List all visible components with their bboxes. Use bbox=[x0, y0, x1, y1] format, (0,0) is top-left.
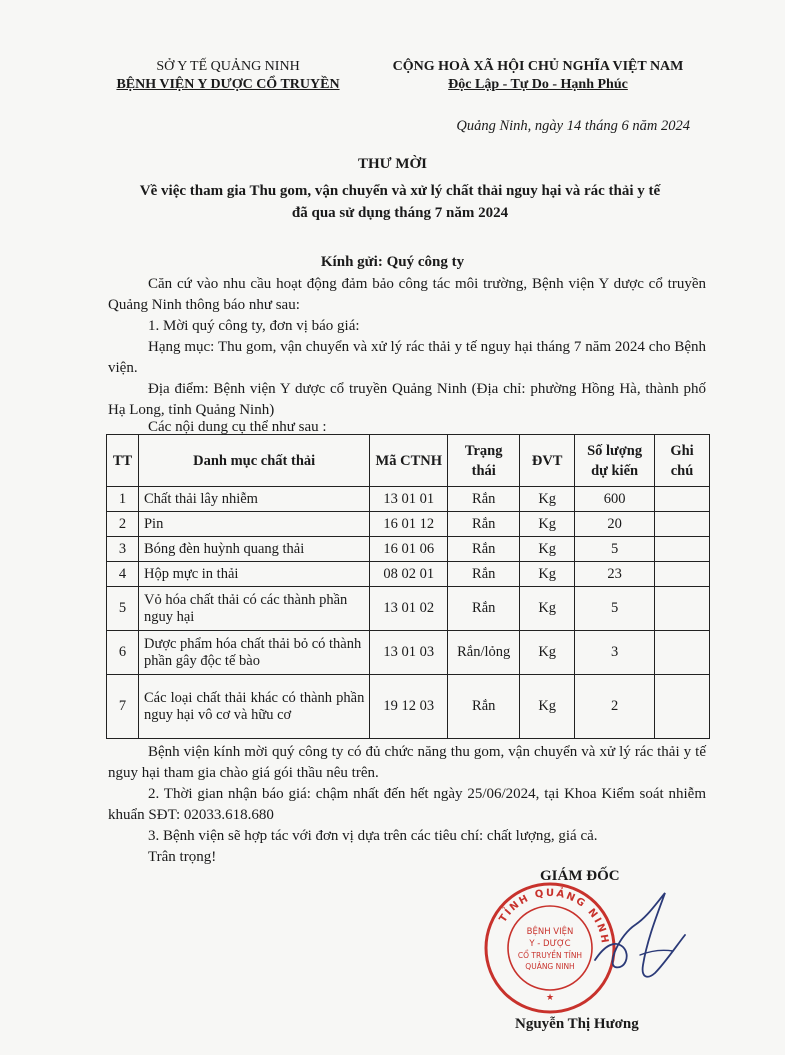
greeting: Kính gửi: Quý công ty bbox=[320, 254, 465, 270]
cell-note bbox=[655, 487, 710, 512]
cell-tt: 2 bbox=[107, 512, 139, 537]
cell-quantity: 5 bbox=[575, 537, 655, 562]
table-row bbox=[107, 631, 710, 675]
cell-category: Pin bbox=[138, 512, 369, 537]
cell-code: 19 12 03 bbox=[370, 675, 448, 739]
cell-unit: Kg bbox=[520, 587, 575, 631]
closing-paragraph-2: 2. Thời gian nhận báo giá: chậm nhất đến hết ngày 25/06/2024, tại Khoa Kiểm soát nhiễm khuẩn SĐT: 02033.618.680 bbox=[108, 786, 706, 823]
cell-state: Rắn bbox=[448, 537, 520, 562]
stamp-line-3: CỔ TRUYỀN TỈNH bbox=[517, 951, 583, 960]
cell-tt: 4 bbox=[107, 562, 139, 587]
cell-tt: 3 bbox=[107, 537, 139, 562]
cell-note bbox=[655, 562, 710, 587]
cell-note bbox=[655, 675, 710, 739]
subject-line-2: đã qua sử dụng tháng 7 năm 2024 bbox=[291, 205, 509, 221]
cell-quantity: 23 bbox=[575, 562, 655, 587]
cell-state: Rắn bbox=[448, 675, 520, 739]
body-paragraph-3: Hạng mục: Thu gom, vận chuyển và xử lý rác thải y tế nguy hại tháng 7 năm 2024 cho Bệnh viện. bbox=[108, 339, 706, 376]
stamp-line-2: Y - DƯỢC bbox=[529, 939, 571, 949]
cell-unit: Kg bbox=[520, 562, 575, 587]
cell-category: Vỏ hóa chất thải có các thành phần nguy hại bbox=[138, 587, 369, 631]
national-header bbox=[378, 58, 698, 94]
department-name: SỞ Y TẾ QUẢNG NINH bbox=[156, 59, 300, 74]
closing-regards: Trân trọng! bbox=[148, 849, 217, 865]
document-subject bbox=[100, 180, 700, 224]
cell-category: Chất thải lây nhiễm bbox=[138, 487, 369, 512]
motto: Độc Lập - Tự Do - Hạnh Phúc bbox=[448, 77, 628, 92]
subject-line-1: Về việc tham gia Thu gom, vận chuyển và xử lý chất thải nguy hại và rác thải y tế bbox=[139, 183, 661, 199]
cell-unit: Kg bbox=[520, 512, 575, 537]
cell-code: 13 01 03 bbox=[370, 631, 448, 675]
table-row bbox=[107, 587, 710, 631]
cell-quantity: 2 bbox=[575, 675, 655, 739]
stamp-ring-text: TỈNH QUẢNG NINH bbox=[497, 887, 611, 946]
country-name: CỘNG HOÀ XÃ HỘI CHỦ NGHĨA VIỆT NAM bbox=[392, 59, 684, 74]
cell-category: Hộp mực in thải bbox=[138, 562, 369, 587]
cell-tt: 5 bbox=[107, 587, 139, 631]
cell-state: Rắn bbox=[448, 512, 520, 537]
cell-state: Rắn bbox=[448, 587, 520, 631]
cell-code: 13 01 02 bbox=[370, 587, 448, 631]
column-header-category: Danh mục chất thải bbox=[138, 435, 369, 487]
cell-category: Dược phẩm hóa chất thải bỏ có thành phần gây độc tế bào bbox=[138, 631, 369, 675]
table-header-row bbox=[107, 435, 710, 487]
closing-paragraph-3: 3. Bệnh viện sẽ hợp tác với đơn vị dựa trên các tiêu chí: chất lượng, giá cả. bbox=[148, 828, 598, 844]
cell-note bbox=[655, 631, 710, 675]
column-header-quantity: Số lượng dự kiến bbox=[575, 435, 655, 487]
table-row bbox=[107, 562, 710, 587]
table-row bbox=[107, 537, 710, 562]
cell-state: Rắn/lỏng bbox=[448, 631, 520, 675]
cell-quantity: 5 bbox=[575, 587, 655, 631]
handwritten-signature bbox=[585, 885, 695, 995]
body-paragraph-5: Các nội dung cụ thể như sau : bbox=[148, 419, 327, 435]
closing-paragraph-1: Bệnh viện kính mời quý công ty có đủ chức năng thu gom, vận chuyển và xử lý rác thải y tế nguy hại tham gia chào giá gói thầu nêu trên. bbox=[108, 744, 706, 781]
column-header-state: Trạng thái bbox=[448, 435, 520, 487]
cell-unit: Kg bbox=[520, 537, 575, 562]
waste-table bbox=[106, 434, 710, 739]
column-header-unit: ĐVT bbox=[520, 435, 575, 487]
body-paragraph-4: Địa điểm: Bệnh viện Y dược cổ truyền Quảng Ninh (Địa chỉ: phường Hồng Hà, thành phố Hạ Long, tỉnh Quảng Ninh) bbox=[108, 381, 706, 418]
cell-note bbox=[655, 587, 710, 631]
cell-category: Bóng đèn huỳnh quang thải bbox=[138, 537, 369, 562]
stamp-line-1: BỆNH VIỆN bbox=[526, 927, 574, 937]
table-row bbox=[107, 487, 710, 512]
stamp-star-icon: ★ bbox=[545, 993, 555, 1003]
document-title: THƯ MỜI bbox=[357, 156, 428, 172]
body-paragraph-2: 1. Mời quý công ty, đơn vị báo giá: bbox=[148, 318, 360, 334]
cell-unit: Kg bbox=[520, 631, 575, 675]
cell-tt: 1 bbox=[107, 487, 139, 512]
body-paragraph-1: Căn cứ vào nhu cầu hoạt động đảm bảo công tác môi trường, Bệnh viện Y dược cổ truyền Quảng Ninh thông báo như sau: bbox=[108, 276, 706, 313]
agency-header bbox=[108, 58, 348, 94]
cell-quantity: 600 bbox=[575, 487, 655, 512]
cell-quantity: 3 bbox=[575, 631, 655, 675]
stamp-line-4: QUẢNG NINH bbox=[525, 962, 575, 971]
cell-code: 08 02 01 bbox=[370, 562, 448, 587]
signatory-title: GIÁM ĐỐC bbox=[540, 868, 620, 884]
cell-tt: 7 bbox=[107, 675, 139, 739]
cell-code: 13 01 01 bbox=[370, 487, 448, 512]
cell-unit: Kg bbox=[520, 675, 575, 739]
table-row bbox=[107, 512, 710, 537]
cell-state: Rắn bbox=[448, 487, 520, 512]
cell-note bbox=[655, 512, 710, 537]
cell-unit: Kg bbox=[520, 487, 575, 512]
cell-code: 16 01 12 bbox=[370, 512, 448, 537]
cell-category: Các loại chất thải khác có thành phần nguy hại vô cơ và hữu cơ bbox=[138, 675, 369, 739]
cell-note bbox=[655, 537, 710, 562]
column-header-note: Ghi chú bbox=[655, 435, 710, 487]
hospital-name: BỆNH VIỆN Y DƯỢC CỔ TRUYỀN bbox=[116, 77, 340, 92]
date-line: Quảng Ninh, ngày 14 tháng 6 năm 2024 bbox=[456, 118, 690, 134]
column-header-code: Mã CTNH bbox=[370, 435, 448, 487]
cell-code: 16 01 06 bbox=[370, 537, 448, 562]
cell-state: Rắn bbox=[448, 562, 520, 587]
cell-quantity: 20 bbox=[575, 512, 655, 537]
column-header-tt: TT bbox=[107, 435, 139, 487]
table-row bbox=[107, 675, 710, 739]
signatory-name: Nguyễn Thị Hương bbox=[515, 1016, 639, 1032]
cell-tt: 6 bbox=[107, 631, 139, 675]
